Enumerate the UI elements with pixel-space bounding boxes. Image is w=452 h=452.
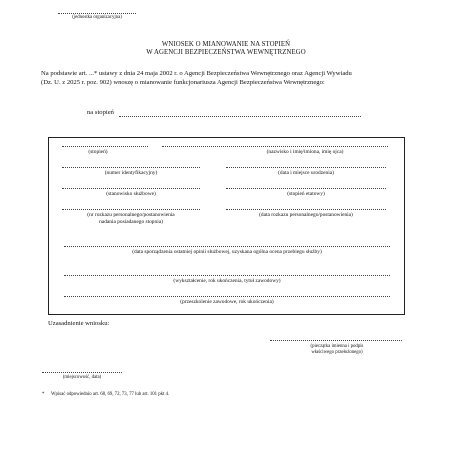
rank-input-line[interactable]: [119, 116, 361, 117]
signature-label-line1: (pieczątka imienna i podpis: [310, 344, 364, 349]
order-number-field-label-line1: (nr rozkazu personalnego/postanowienia: [87, 212, 175, 218]
position-rank-field-label: (stopień etatowy): [287, 191, 325, 197]
order-date-field-line[interactable]: [226, 209, 386, 210]
id-number-field-line[interactable]: [62, 167, 200, 168]
position-rank-field-line[interactable]: [226, 188, 386, 189]
education-field-line[interactable]: [64, 275, 390, 276]
training-field-line[interactable]: [64, 296, 390, 297]
justification-label: Uzasadnienie wniosku:: [48, 320, 110, 327]
signature-line[interactable]: [270, 340, 402, 341]
id-number-field-label: (numer identyfikacyjny): [104, 170, 158, 176]
org-unit-line: [58, 13, 136, 14]
intro-line1: Na podstawie art. ...* ustawy z dnia 24 maja 2002 r. o Agencji Bezpieczeństwa Wewnętrznego oraz Agencji Wywiadu: [41, 70, 352, 77]
rank-label: na stopień: [87, 109, 114, 116]
place-date-line[interactable]: [42, 372, 122, 373]
order-number-field-line[interactable]: [62, 209, 200, 210]
name-field-line[interactable]: [162, 146, 388, 147]
org-unit-label: (jednostka organizacyjna): [72, 15, 122, 20]
education-field-label: (wykształcenie, rok ukończenia, tytuł zawodowy): [173, 278, 281, 284]
personal-data-box: [48, 137, 405, 315]
intro-line2: (Dz. U. z 2025 r. poz. 902) wnoszę o mianowanie funkcjonariusza Agencji Bezpieczeństwa Wewnętrznego:: [41, 79, 325, 86]
signature-label-line2: właściwego przełożonego): [311, 350, 363, 355]
footnote-text: Wpisać odpowiednio art. 68, 69, 72, 73, 77 lub art. 101 pkt 4.: [51, 392, 170, 397]
rank-field-label: (stopień): [88, 149, 108, 155]
position-field-line[interactable]: [62, 188, 200, 189]
training-field-label: (przeszkolenie zawodowe, rok ukończenia): [180, 299, 274, 305]
rank-field-line[interactable]: [62, 146, 148, 147]
footnote-mark: *: [42, 392, 45, 397]
document-title-line2: W AGENCJI BEZPIECZEŃSTWA WEWNĘTRZNEGO: [146, 49, 306, 56]
birth-field-line[interactable]: [226, 167, 386, 168]
document-title-line1: WNIOSEK O MIANOWANIE NA STOPIEŃ: [161, 41, 291, 48]
opinion-field-line[interactable]: [64, 246, 390, 247]
opinion-field-label: (data sporządzenia ostatniej opinii służbowej, uzyskana ogólna ocena przebiegu służby): [132, 249, 322, 255]
name-field-label: (nazwisko i imię/imiona, imię ojca): [266, 149, 344, 155]
order-date-field-label: (data rozkazu personalnego/postanowienia): [259, 212, 353, 218]
order-number-field-label-line2: nadania posiadanego stopnia): [99, 219, 163, 225]
birth-field-label: (data i miejsce urodzenia): [278, 170, 334, 176]
place-date-label: (miejscowość, data): [62, 375, 102, 380]
position-field-label: (stanowisko służbowe): [106, 191, 156, 197]
